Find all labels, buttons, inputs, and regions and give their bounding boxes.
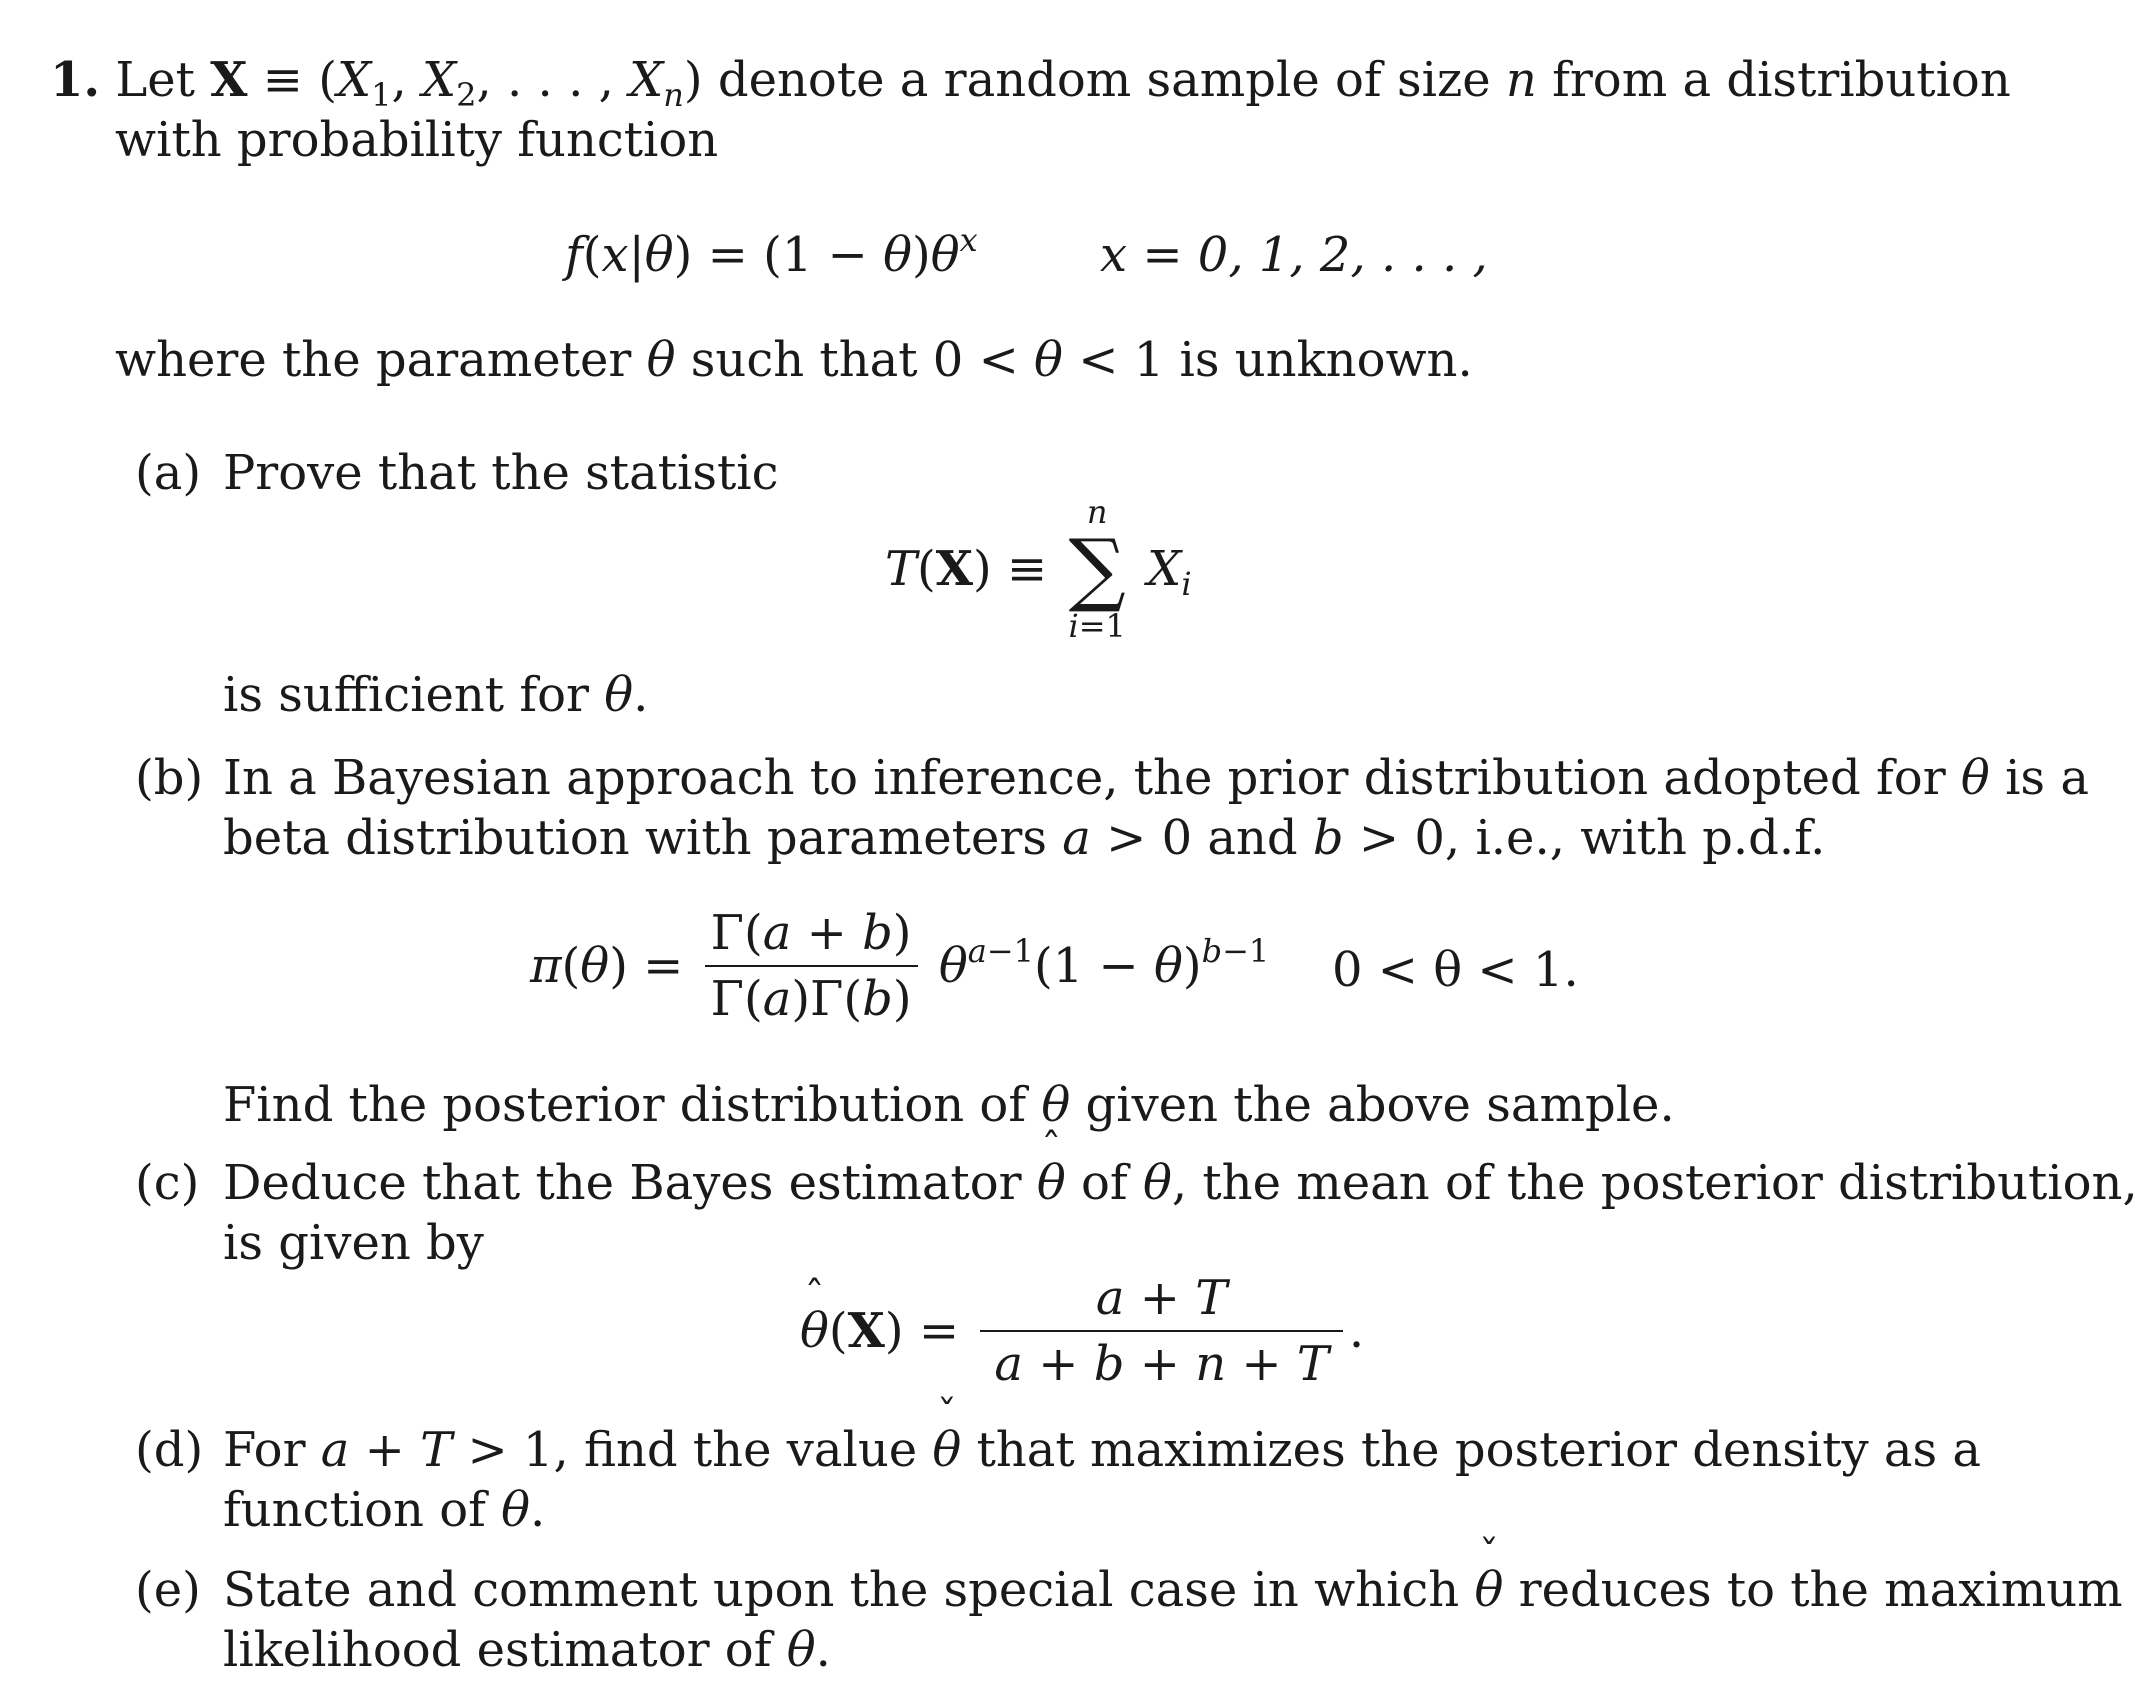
part-d-line-1: (d) For a + T > 1, find the value ˇ θ that maximizes the posterior density as a	[135, 1420, 1981, 1480]
probability-function-support: x = 0, 1, 2, . . . ,	[1100, 227, 1488, 283]
summation-operator: n ∑ i=1	[1068, 493, 1126, 645]
prior-normalizing-fraction: $\frac{\Gamma(a + b)}{\Gamma(a)\Gamma(b)}$	[705, 905, 918, 1027]
statistic-equation: T(X) ≡ n ∑ i=1 $X_i$	[885, 493, 1192, 645]
question-line-2: with probability function	[115, 112, 719, 168]
part-a-conclusion: is sufficient for θ.	[223, 667, 649, 723]
part-b-label: (b)	[135, 750, 204, 806]
part-c-line-2: is given by	[223, 1215, 484, 1271]
question-number: 1.	[50, 52, 101, 108]
part-c-line-1: (c) Deduce that the Bayes estimator ˆ θ of θ, the mean of the posterior distribution,	[135, 1153, 2138, 1213]
probability-function-equation: $f(x|\theta) = (1 - \theta)\theta^x$	[565, 221, 978, 283]
part-a: (a) Prove that the statistic	[135, 445, 779, 501]
sample-vector-math: $X \equiv (X_1$, $X_2$, . . . , $X_n$)	[210, 52, 703, 114]
part-e-line-2: likelihood estimator of θ.	[223, 1622, 831, 1678]
question-line-1: 1. Let $X \equiv (X_1$, $X_2$, . . . , $X_n$) denote a random sample of size n from a distribution	[50, 52, 2011, 114]
part-d-line-2: function of θ.	[223, 1482, 546, 1538]
prior-pdf-equation: π(θ) = $\frac{\Gamma(a + b)}{\Gamma(a)\Gamma(b)}$ $\theta^{a-1}(1 - \theta)^{b-1}$	[530, 905, 1270, 1027]
parameter-statement: where the parameter θ such that 0 < θ < 1 is unknown.	[115, 332, 1473, 388]
part-d-label: (d)	[135, 1422, 204, 1478]
part-c-label: (c)	[135, 1155, 200, 1211]
part-e-label: (e)	[135, 1562, 201, 1618]
part-a-label: (a)	[135, 445, 202, 501]
bayes-estimator-equation: ˆ θ(X) = $\frac{a + T}{a + b + n + T}$ .	[800, 1270, 1364, 1392]
bayes-estimator-fraction: $\frac{a + T}{a + b + n + T}$	[980, 1270, 1343, 1392]
prior-support: 0 < θ < 1.	[1332, 942, 1579, 998]
part-b-line-1: (b) In a Bayesian approach to inference, the prior distribution adopted for θ is a	[135, 750, 2089, 806]
part-b-line-2: beta distribution with parameters a > 0 and b > 0, i.e., with p.d.f.	[223, 810, 1826, 866]
part-e-line-1: (e) State and comment upon the special case in which ˇ θ reduces to the maximum	[135, 1560, 2123, 1620]
part-b-question: Find the posterior distribution of θ given the above sample.	[223, 1077, 1675, 1133]
